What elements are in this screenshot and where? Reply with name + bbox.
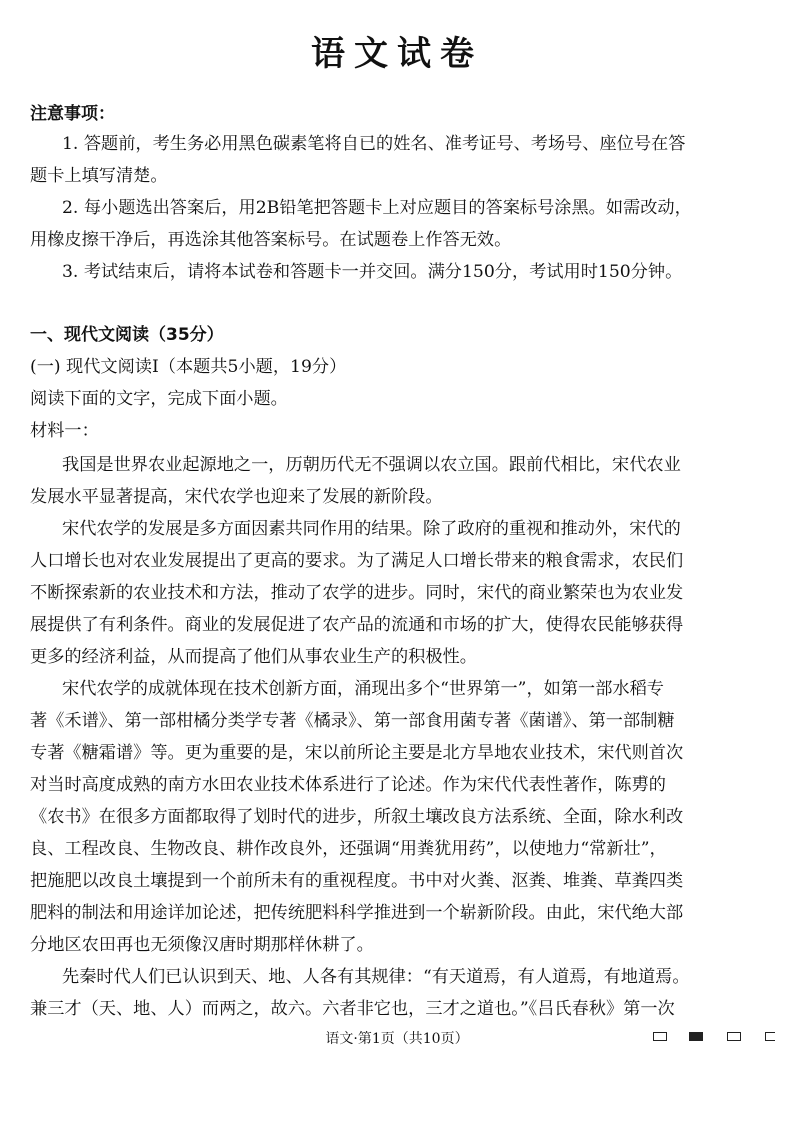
notice-line: 1. 答题前，考生务必用黑色碳素笔将自已的姓名、准考证号、考场号、座位号在答 [62, 134, 686, 154]
body-line: 先秦时代人们已认识到天、地、人各有其规律：“有天道焉，有人道焉，有地道焉。 [62, 967, 690, 987]
body-line: 宋代农学的成就体现在技术创新方面，涌现出多个“世界第一”，如第一部水稻专 [62, 679, 664, 699]
body-line: 发展水平显著提高，宋代农学也迎来了发展的新阶段。 [30, 487, 443, 507]
body-line: 对当时高度成熟的南方水田农业技术体系进行了论述。作为宋代代表性著作，陈旉的 [30, 775, 666, 795]
material-label: 材料一： [30, 421, 99, 441]
body-line: 人口增长也对农业发展提出了更高的要求。为了满足人口增长带来的粮食需求，农民们 [30, 551, 684, 571]
body-line: 更多的经济利益，从而提高了他们从事农业生产的积极性。 [30, 647, 477, 667]
section-subheading: (一) 现代文阅读Ⅰ（本题共5小题，19分） [30, 357, 347, 377]
body-line: 我国是世界农业起源地之一，历朝历代无不强调以农立国。跟前代相比，宋代农业 [62, 455, 681, 475]
notice-line: 题卡上填写清楚。 [30, 166, 168, 186]
body-line: 兼三才（天、地、人）而两之，故六。六者非它也，三才之道也。”《吕氏春秋》第一次 [30, 999, 675, 1019]
page-title: 语文试卷 [311, 34, 483, 74]
alignment-marks [653, 1032, 779, 1044]
body-line: 宋代农学的发展是多方面因素共同作用的结果。除了政府的重视和推动外，宋代的 [62, 519, 681, 539]
body-line: 专著《糖霜谱》等。更为重要的是，宋以前所论主要是北方旱地农业技术，宋代则首次 [30, 743, 684, 763]
page-footer: 语文·第1页（共10页） [325, 1031, 469, 1047]
empty-square-mark-icon [727, 1032, 741, 1041]
notice-line: 3. 考试结束后，请将本试卷和答题卡一并交回。满分150分，考试用时150分钟。 [62, 262, 683, 282]
body-line: 《农书》在很多方面都取得了划时代的进步，所叙土壤改良方法系统、全面，除水利改 [30, 807, 684, 827]
body-line: 良、工程改良、生物改良、耕作改良外，还强调“用粪犹用药”，以使地力“常新壮”， [30, 839, 667, 859]
body-line: 肥料的制法和用途详加论述，把传统肥料科学推进到一个崭新阶段。由此，宋代绝大部 [30, 903, 684, 923]
empty-square-mark-icon [653, 1032, 667, 1041]
body-line: 分地区农田再也无须像汉唐时期那样休耕了。 [30, 935, 374, 955]
filled-square-mark-icon [689, 1032, 703, 1041]
body-line: 著《禾谱》、第一部柑橘分类学专著《橘录》、第一部食用菌专著《菌谱》、第一部制糖 [30, 711, 675, 731]
body-line: 不断探索新的农业技术和方法，推动了农学的进步。同时，宋代的商业繁荣也为农业发 [30, 583, 684, 603]
body-line: 展提供了有利条件。商业的发展促进了农产品的流通和市场的扩大，使得农民能够获得 [30, 615, 684, 635]
notice-line: 用橡皮擦干净后，再选涂其他答案标号。在试题卷上作答无效。 [30, 230, 512, 250]
instruction: 阅读下面的文字，完成下面小题。 [30, 389, 288, 409]
body-line: 把施肥以改良土壤提到一个前所未有的重视程度。书中对火粪、沤粪、堆粪、草粪四类 [30, 871, 684, 891]
section-heading: 一、现代文阅读（35分） [30, 325, 224, 345]
notice-line: 2. 每小题选出答案后，用2B铅笔把答题卡上对应题目的答案标号涂黑。如需改动， [62, 198, 692, 218]
partial-square-mark-icon [765, 1032, 775, 1041]
notice-heading: 注意事项： [30, 104, 115, 124]
